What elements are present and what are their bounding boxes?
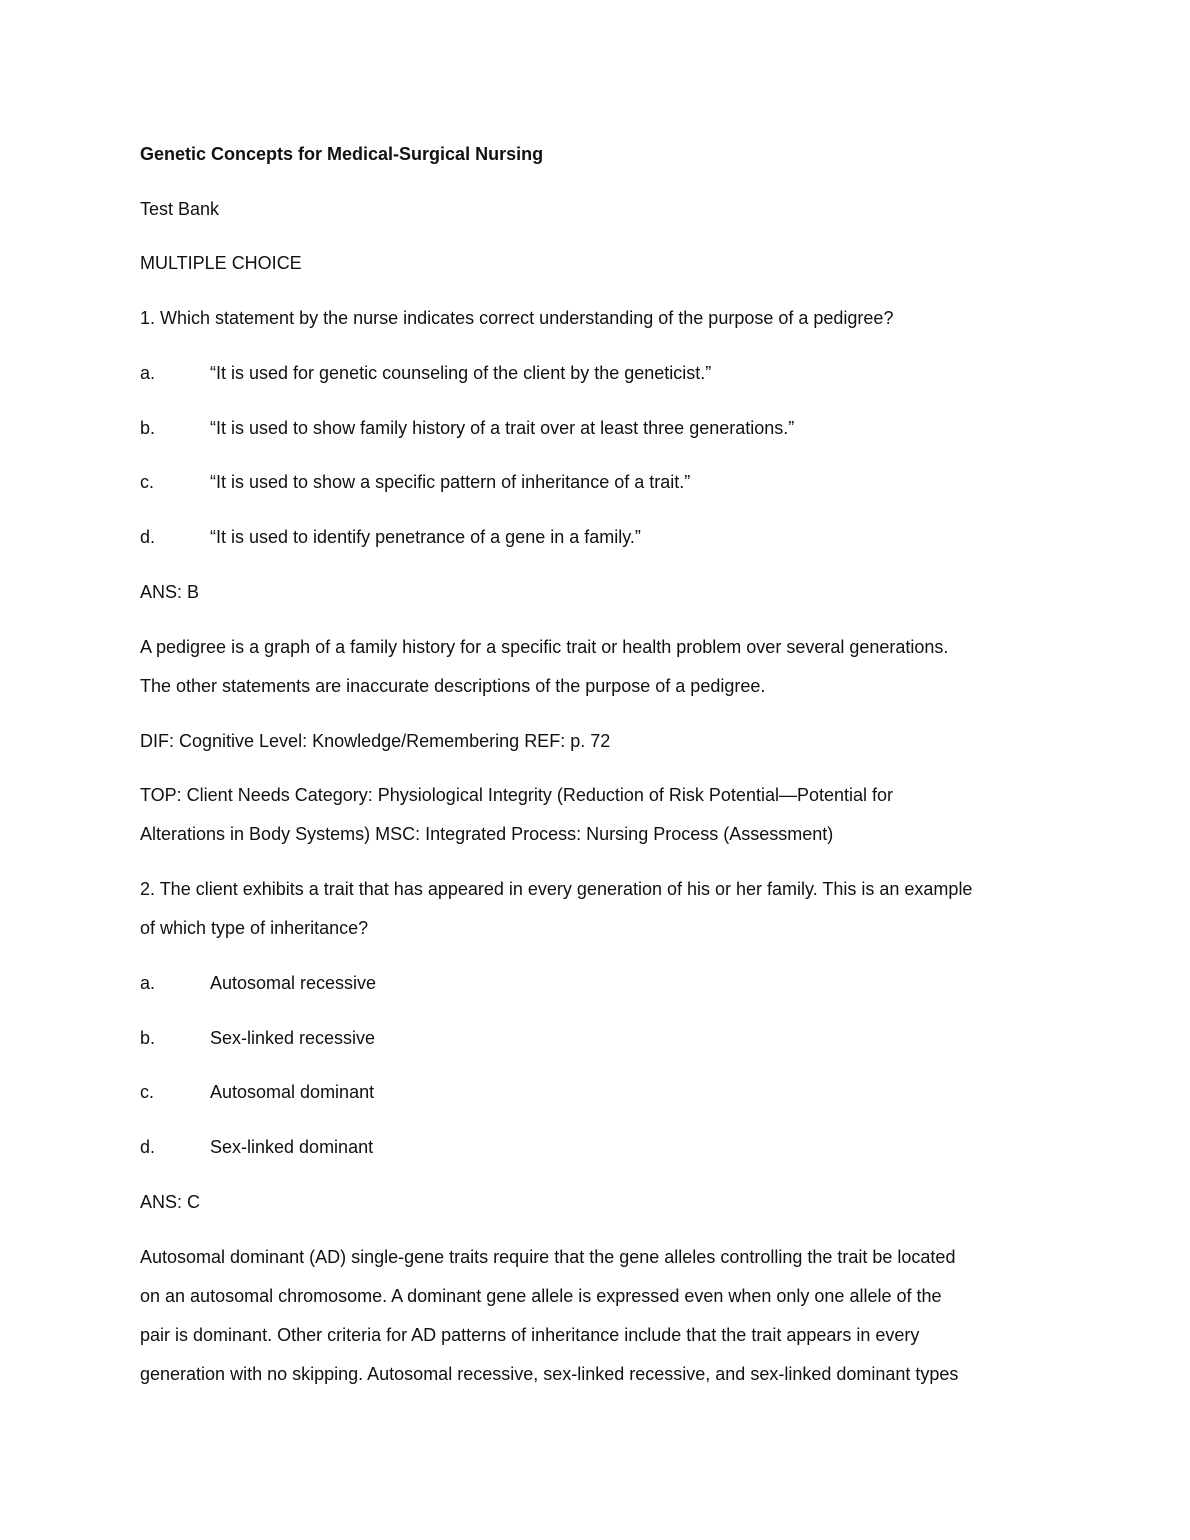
question-2-option-d-letter: d.	[140, 1137, 156, 1157]
document-subtitle: Test Bank	[140, 199, 220, 219]
section-heading: MULTIPLE CHOICE	[140, 253, 302, 273]
question-1-topic-line-1: TOP: Client Needs Category: Physiological Integrity (Reduction of Risk Potential—Potential for	[140, 785, 894, 805]
question-2-option-b-text: Sex-linked recessive	[210, 1028, 376, 1048]
question-2-rationale-line-4: generation with no skipping. Autosomal recessive, sex-linked recessive, and sex-linked dominant types	[140, 1364, 959, 1384]
question-2-option-a-letter: a.	[140, 973, 156, 993]
question-1-option-d-letter: d.	[140, 527, 156, 547]
question-1-option-a-letter: a.	[140, 363, 156, 383]
question-1-option-d-text: “It is used to identify penetrance of a gene in a family.”	[210, 527, 641, 547]
question-1-rationale-line-2: The other statements are inaccurate descriptions of the purpose of a pedigree.	[140, 676, 766, 696]
question-2-option-c-letter: c.	[140, 1082, 155, 1102]
question-2-rationale-line-2: on an autosomal chromosome. A dominant gene allele is expressed even when only one allele of the	[140, 1286, 942, 1306]
question-2-option-b-letter: b.	[140, 1028, 156, 1048]
question-1-option-a-text: “It is used for genetic counseling of the client by the geneticist.”	[210, 363, 712, 383]
question-2-option-d-text: Sex-linked dominant	[210, 1137, 374, 1157]
question-1-topic-line-2: Alterations in Body Systems) MSC: Integrated Process: Nursing Process (Assessment)	[140, 824, 834, 844]
question-2-option-c-text: Autosomal dominant	[210, 1082, 375, 1102]
document-title: Genetic Concepts for Medical-Surgical Nursing	[140, 144, 544, 164]
question-2-option-a-text: Autosomal recessive	[210, 973, 377, 993]
question-1-answer: ANS: B	[140, 582, 200, 602]
question-1-option-c-text: “It is used to show a specific pattern of inheritance of a trait.”	[210, 472, 691, 492]
question-2-stem-line-1: 2. The client exhibits a trait that has appeared in every generation of his or her family. This is an example	[140, 879, 973, 899]
question-2-stem-line-2: of which type of inheritance?	[140, 918, 369, 938]
question-2-answer: ANS: C	[140, 1192, 201, 1212]
question-1-option-b-text: “It is used to show family history of a trait over at least three generations.”	[210, 418, 795, 438]
question-1-difficulty: DIF: Cognitive Level: Knowledge/Remembering REF: p. 72	[140, 731, 611, 751]
question-1-option-c-letter: c.	[140, 472, 155, 492]
question-1-rationale-line-1: A pedigree is a graph of a family history for a specific trait or health problem over several generations.	[140, 637, 949, 657]
question-2-rationale-line-1: Autosomal dominant (AD) single-gene traits require that the gene alleles controlling the trait be located	[140, 1247, 956, 1267]
question-2-rationale-line-3: pair is dominant. Other criteria for AD patterns of inheritance include that the trait appears in every	[140, 1325, 920, 1345]
question-1-stem: 1. Which statement by the nurse indicates correct understanding of the purpose of a pedigree?	[140, 308, 894, 328]
question-1-option-b-letter: b.	[140, 418, 156, 438]
